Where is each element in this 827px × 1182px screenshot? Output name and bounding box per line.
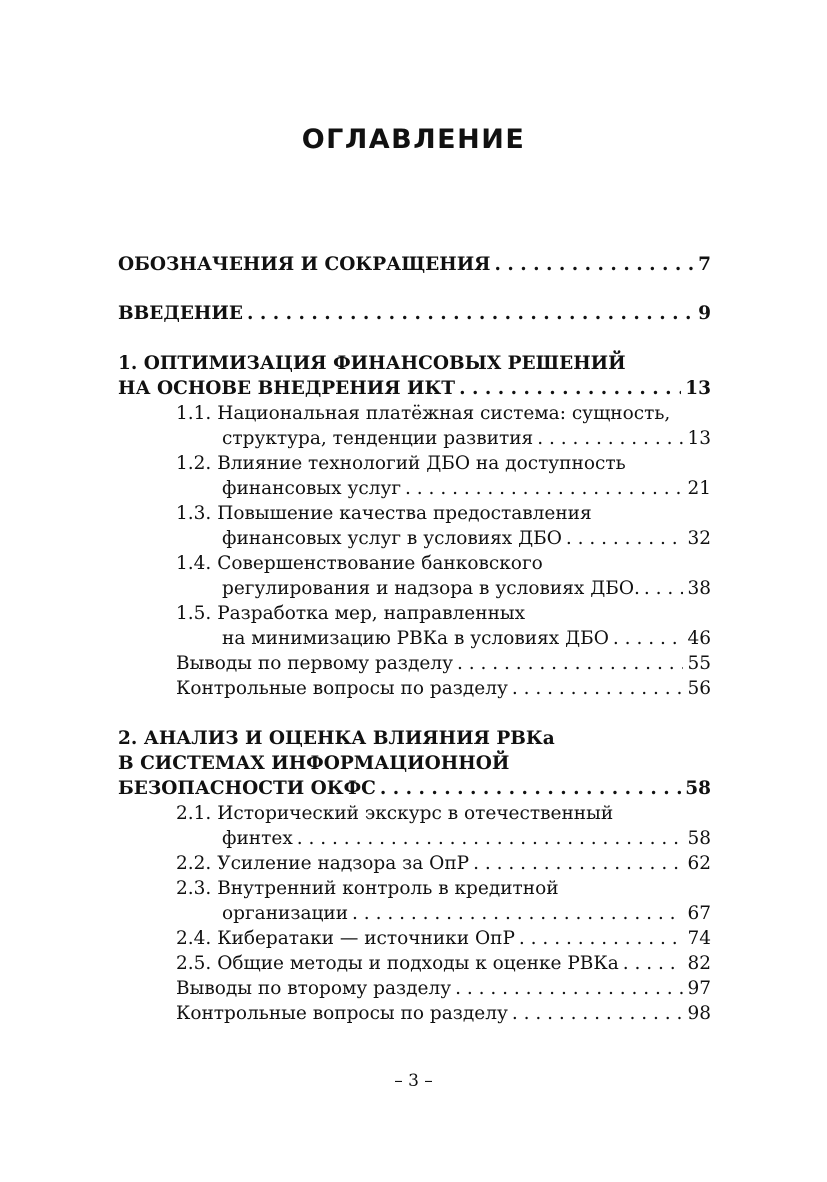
toc-section-1-title-line1[interactable] xyxy=(118,351,711,377)
toc-page-number: 21 xyxy=(687,478,711,499)
toc-entry-title: финансовых услуг xyxy=(222,478,402,499)
toc-entry-title: на минимизацию РВКа в условиях ДБО xyxy=(222,628,609,649)
toc-item-1-2-line1[interactable] xyxy=(176,451,711,477)
toc-entry-title: Кибератаки — источники ОпР xyxy=(217,928,515,949)
toc-item-2-3-line1[interactable] xyxy=(176,876,711,902)
dot-leader xyxy=(459,376,681,402)
toc-item-2-1-line2[interactable] xyxy=(222,826,711,852)
toc-entry-title: 2. АНАЛИЗ И ОЦЕНКА ВЛИЯНИЯ РВКа xyxy=(118,728,555,749)
toc-entry-title: Совершенствование банковского xyxy=(217,553,543,574)
toc-item-number: 1.5. xyxy=(176,603,212,624)
toc-page-number: 46 xyxy=(687,628,711,649)
toc-item-1-3-line2[interactable] xyxy=(222,526,711,552)
toc-page-number: 7 xyxy=(698,254,711,275)
page-number-footer: – 3 – xyxy=(394,1071,433,1091)
toc-section-2-title-line2[interactable] xyxy=(118,751,711,777)
toc-item-1-1-line1[interactable] xyxy=(176,401,711,427)
toc-entry-title: Внутренний контроль в кредитной xyxy=(217,878,559,899)
toc-page-number: 97 xyxy=(687,978,711,999)
dot-leader xyxy=(457,651,683,677)
toc-item-questions-2[interactable] xyxy=(176,1001,711,1027)
toc-item-number: 1.2. xyxy=(176,453,212,474)
toc-page-number: 74 xyxy=(687,928,711,949)
toc-entry-title: Национальная платёжная система: сущность, xyxy=(217,403,671,424)
toc-item-number: 2.1. xyxy=(176,803,212,824)
toc-entry-title: Контрольные вопросы по разделу xyxy=(176,1003,508,1024)
toc-entry-title: Повышение качества предоставления xyxy=(217,503,592,524)
toc-item-number: 2.4. xyxy=(176,928,212,949)
toc-page-number: 38 xyxy=(687,578,711,599)
dot-leader xyxy=(495,252,695,278)
dot-leader xyxy=(623,951,684,977)
dot-leader xyxy=(519,926,684,952)
dot-leader xyxy=(405,476,683,502)
toc-entry-title: Усиление надзора за ОпР xyxy=(217,853,470,874)
dot-leader xyxy=(380,776,681,802)
toc-entry-title: БЕЗОПАСНОСТИ ОКФС xyxy=(118,778,376,799)
toc-entry-title: Выводы по первому разделу xyxy=(176,653,453,674)
dot-leader xyxy=(566,526,684,552)
toc-item-1-5-line2[interactable] xyxy=(222,626,711,652)
toc-item-number: 2.5. xyxy=(176,953,212,974)
toc-page-number: 67 xyxy=(687,903,711,924)
toc-item-number: 1.3. xyxy=(176,503,212,524)
toc-page-number: 98 xyxy=(687,1003,711,1024)
toc-entry-intro[interactable] xyxy=(118,301,711,327)
toc-item-1-5-line1[interactable] xyxy=(176,601,711,627)
toc-item-1-1-line2[interactable] xyxy=(222,426,711,452)
toc-entry-title: Разработка мер, направленных xyxy=(217,603,526,624)
toc-entry-title: Контрольные вопросы по разделу xyxy=(176,678,508,699)
toc-entry-title: регулирования и надзора в условиях ДБО. xyxy=(222,578,640,599)
dot-leader xyxy=(473,851,683,877)
toc-entry-abbreviations[interactable] xyxy=(118,252,711,278)
toc-section-1-title-line2[interactable] xyxy=(118,376,711,402)
toc-entry-title: В СИСТЕМАХ ИНФОРМАЦИОННОЙ xyxy=(118,753,510,774)
toc-item-1-4-line1[interactable] xyxy=(176,551,711,577)
toc-entry-title: финансовых услуг в условиях ДБО xyxy=(222,528,562,549)
dot-leader xyxy=(247,301,694,327)
toc-entry-title: структура, тенденции развития xyxy=(222,428,534,449)
toc-item-2-1-line1[interactable] xyxy=(176,801,711,827)
dot-leader xyxy=(512,676,684,702)
toc-item-questions-1[interactable] xyxy=(176,676,711,702)
toc-item-number: 2.2. xyxy=(176,853,212,874)
toc-page-number: 32 xyxy=(687,528,711,549)
toc-item-conclusions-2[interactable] xyxy=(176,976,711,1002)
toc-page-number: 55 xyxy=(687,653,711,674)
toc-entry-title: финтех xyxy=(222,828,293,849)
toc-item-1-3-line1[interactable] xyxy=(176,501,711,527)
dot-leader xyxy=(537,426,683,452)
toc-page-number: 62 xyxy=(687,853,711,874)
dot-leader xyxy=(455,976,683,1002)
toc-entry-title: НА ОСНОВЕ ВНЕДРЕНИЯ ИКТ xyxy=(118,378,456,399)
dot-leader xyxy=(352,901,683,927)
toc-entry-title: ОБОЗНАЧЕНИЯ И СОКРАЩЕНИЯ xyxy=(118,254,491,275)
page-title: ОГЛАВЛЕНИЕ xyxy=(301,124,526,155)
toc-page-number: 82 xyxy=(687,953,711,974)
toc-page-number: 13 xyxy=(687,428,711,449)
toc-entry-title: Выводы по второму разделу xyxy=(176,978,452,999)
dot-leader xyxy=(297,826,684,852)
toc-page-number: 58 xyxy=(685,778,711,799)
dot-leader xyxy=(644,576,684,602)
toc-item-number: 2.3. xyxy=(176,878,212,899)
toc-entry-title: Влияние технологий ДБО на доступность xyxy=(217,453,626,474)
toc-item-1-4-line2[interactable] xyxy=(222,576,711,602)
toc-item-number: 1.4. xyxy=(176,553,212,574)
toc-item-2-2[interactable] xyxy=(176,851,711,877)
toc-page-number: 13 xyxy=(685,378,711,399)
toc-entry-title: ВВЕДЕНИЕ xyxy=(118,303,243,324)
toc-entry-title: Исторический экскурс в отечественный xyxy=(217,803,614,824)
toc-item-number: 1.1. xyxy=(176,403,212,424)
toc-entry-title: 1. ОПТИМИЗАЦИЯ ФИНАНСОВЫХ РЕШЕНИЙ xyxy=(118,353,626,374)
toc-item-conclusions-1[interactable] xyxy=(176,651,711,677)
toc-page-number: 56 xyxy=(687,678,711,699)
toc-entry-title: Общие методы и подходы к оценке РВКа xyxy=(217,953,619,974)
dot-leader xyxy=(512,1001,684,1027)
toc-section-2-title-line3[interactable] xyxy=(118,776,711,802)
toc-page-number: 58 xyxy=(687,828,711,849)
toc-item-2-4[interactable] xyxy=(176,926,711,952)
toc-page-number: 9 xyxy=(698,303,711,324)
toc-item-2-3-line2[interactable] xyxy=(222,901,711,927)
toc-item-2-5[interactable] xyxy=(176,951,711,977)
toc-item-1-2-line2[interactable] xyxy=(222,476,711,502)
toc-section-2-title-line1[interactable] xyxy=(118,726,711,752)
toc-entry-title: организации xyxy=(222,903,349,924)
dot-leader xyxy=(613,626,684,652)
